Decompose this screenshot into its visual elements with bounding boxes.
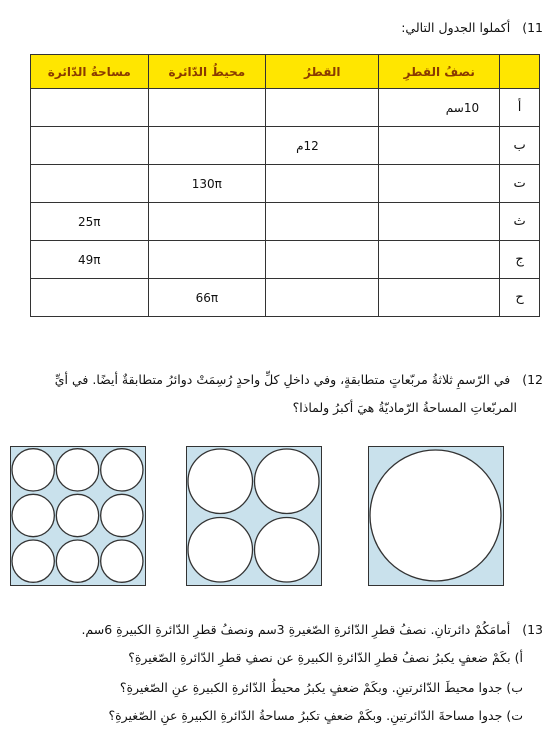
row-label: ج [500,241,540,279]
circle-grid [369,447,502,584]
q13-item-text: بكَمْ ضعفٍ يكبرُ نصفُ قطرِ الدّائرةِ الكبيرةِ عن نصفِ قطرِ الدّائرةِ الصّغيرةِ؟ [128,650,511,665]
cell-radius[interactable] [379,279,500,317]
circle [12,494,54,536]
cell-circumference[interactable]: 130π [148,165,266,203]
cell-diameter[interactable] [266,241,379,279]
circle [370,450,501,581]
q13-item-label: ت) [506,708,523,723]
row-label: ح [500,279,540,317]
cell-radius[interactable] [379,203,500,241]
circle [188,518,253,583]
cell-area[interactable]: 25π [31,203,149,241]
q12-text-line2: المربّعاتِ المساحةُ الرّماديّةُ هيَ أكبرُ ولماذا؟ [292,400,517,415]
cell-circumference[interactable] [148,241,266,279]
cell-circumference[interactable]: 66π [148,279,266,317]
cell-area[interactable] [31,165,149,203]
cell-circumference[interactable] [148,89,266,127]
cell-radius[interactable] [379,127,500,165]
row-label: أ [500,89,540,127]
circle [101,540,143,582]
cell-area[interactable] [31,279,149,317]
cell-radius[interactable]: 10سم [379,89,500,127]
q11-line [401,20,543,36]
q13-item-a [128,650,523,666]
circle-grid [11,447,144,584]
q13-item-t [108,708,523,724]
q13-item-label: أ) [514,650,523,665]
q13-item-label: ب) [506,680,523,695]
cell-circumference[interactable] [148,203,266,241]
q11-text: أكملوا الجدول التالي: [401,20,511,35]
circle [255,449,320,514]
circle-grid [187,447,320,584]
q13-text: أمامَكُمْ دائرتانِ. نصفُ قطرِ الدّائرةِ الصّغيرةِ 3سم ونصفُ قطرِ الدّائرةِ الكبيرةِ 6سم. [81,622,511,637]
circle [255,518,320,583]
circle [101,449,143,491]
q12-number: 12) [522,372,543,387]
cell-area[interactable] [31,89,149,127]
square-one-circle [368,446,504,586]
square-nine-circles [10,446,146,586]
row-label: ت [500,165,540,203]
header-radius: نصفُ القطرِ [379,55,500,89]
q11-number: 11) [522,20,543,35]
circle [12,540,54,582]
q12-text-line1: في الرّسمِ ثلاثةُ مربّعاتٍ متطابقةٍ، وفي داخلِ كلِّ واحدٍ رُسِمَتْ دوائرُ متطابقةٌ أيضًا. في أيِّ [54,372,511,387]
completion-table [30,54,540,317]
circle [188,449,253,514]
q13-item-text: جدوا محيطَ الدّائرتينِ. وبكَمْ ضعفٍ يكبرُ محيطُ الدّائرةِ الكبيرةِ عنِ الصّغيرةِ؟ [119,680,503,695]
q13-number: 13) [522,622,543,637]
q13-line [81,622,543,638]
cell-diameter[interactable] [266,165,379,203]
q12-line2 [293,400,517,416]
table-row [31,89,540,127]
cell-diameter[interactable] [266,89,379,127]
table-row [31,203,540,241]
circle [56,494,98,536]
table-row [31,279,540,317]
cell-diameter[interactable] [266,279,379,317]
row-label: ب [500,127,540,165]
q12-line1 [55,372,543,388]
circle [56,449,98,491]
cell-diameter[interactable]: 12م [266,127,379,165]
header-corner [500,55,540,89]
circle [12,449,54,491]
square-four-circles [186,446,322,586]
header-diameter: القطرُ [266,55,379,89]
circle [101,494,143,536]
cell-radius[interactable] [379,241,500,279]
circle [56,540,98,582]
header-area: مساحةُ الدّائرة [31,55,149,89]
table-row [31,127,540,165]
row-label: ث [500,203,540,241]
table-row [31,241,540,279]
cell-circumference[interactable] [148,127,266,165]
q13-item-text: جدوا مساحةَ الدّائرتينِ. وبكَمْ ضعفٍ تكبرُ مساحةُ الدّائرةِ الكبيرةِ عنِ الصّغيرةِ؟ [108,708,503,723]
q13-item-b [120,680,523,696]
cell-diameter[interactable] [266,203,379,241]
cell-area[interactable]: 49π [31,241,149,279]
cell-radius[interactable] [379,165,500,203]
table-row [31,165,540,203]
table-header-row [31,55,540,89]
header-circumference: محيطُ الدّائرة [148,55,266,89]
cell-area[interactable] [31,127,149,165]
